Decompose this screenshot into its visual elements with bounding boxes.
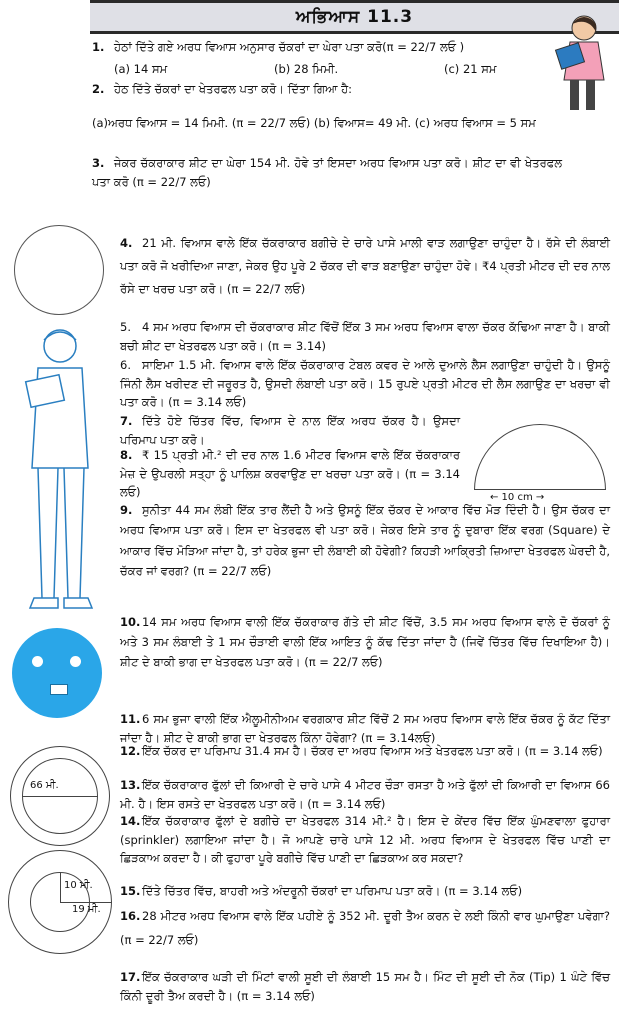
question-number: 11. [120, 712, 141, 726]
question-number: 16. [120, 909, 141, 923]
question-13 [120, 776, 610, 813]
question-text: 14 ਸਮ ਅਰਧ ਵਿਆਸ ਵਾਲੀ ਇੱਕ ਚੱਕਰਾਕਾਰ ਗੱਤੇ ਦੀ ਸ਼ੀਟ ਵਿੱਚੋਂ, 3.5 ਸਮ ਅਰਧ ਵਿਆਸ ਵਾਲੇ ਦੋ ਚੱਕਰਾਂ ਨੂੰ ਅਤੇ 3 ਸਮ ਲੰਬਾਈ ਤੇ 1 ਸਮ ਚੌੜਾਈ ਵਾਲੀ ਇੱਕ ਆਇਤ ਨੂੰ ਕੱਢ ਦਿੱਤਾ ਜਾਂਦਾ ਹੈ (ਜਿਵੇਂ ਚਿੱਤਰ ਵਿੱਚ ਦਿਖਾਇਆ ਹੈ)। ਸ਼ੀਟ ਦੇ ਬਾਕੀ ਭਾਗ ਦਾ ਖੇਤਰਫਲ ਪਤਾ ਕਰੋ। (π = 22/7 ਲਓ) [120, 615, 610, 670]
right-eye-hole [70, 656, 81, 667]
question-text: ਇੱਕ ਚੱਕਰਾਕਾਰ ਫੁੱਲਾਂ ਦੀ ਕਿਆਰੀ ਦੇ ਚਾਰੇ ਪਾਸੇ 4 ਮੀਟਰ ਚੌੜਾ ਰਸਤਾ ਹੈ ਅਤੇ ਫੁੱਲਾਂ ਦੀ ਕਿਆਰੀ ਦਾ ਵਿਆਸ 66 ਮੀ. ਹੈ। ਇਸ ਰਸਤੇ ਦਾ ਖੇਤਰਫਲ ਪਤਾ ਕਰੋ। (π = 3.14 ਲਓ) [120, 778, 610, 811]
question-text: ਦਿੱਤੇ ਹੋਏ ਚਿੱਤਰ ਵਿੱਚ, ਵਿਆਸ ਦੇ ਨਾਲ ਇੱਕ ਅਰਧ ਚੱਕਰ ਹੈ। ਉਸਦਾ ਪਰਿਮਾਪ ਪਤਾ ਕਰੋ। [120, 414, 460, 447]
outer-radius-label: 19 ਮੀ. [72, 904, 101, 915]
question-number: 1. [92, 40, 105, 54]
question-2-parts [92, 114, 612, 133]
question-number: 4. [120, 236, 133, 250]
question-parts: (a)ਅਰਧ ਵਿਆਸ = 14 ਮਿਮੀ. (π = 22/7 ਲਓ) (b) ਵਿਆਸ= 49 ਮੀ. (c) ਅਰਧ ਵਿਆਸ = 5 ਸਮ [92, 116, 536, 130]
inner-radius-label: 10 ਮੀ. [64, 880, 93, 891]
boy-reading-illustration [8, 318, 113, 618]
question-3 [92, 154, 562, 191]
mouth-rectangle [50, 684, 68, 695]
question-number: 9. [120, 503, 133, 517]
cardboard-face-figure [12, 628, 102, 718]
question-text: ਇੱਕ ਚੱਕਰਾਕਾਰ ਘੜੀ ਦੀ ਮਿੰਟਾਂ ਵਾਲੀ ਸੂਈ ਦੀ ਲੰਬਾਈ 15 ਸਮ ਹੈ। ਮਿੰਟ ਦੀ ਸੂਈ ਦੀ ਨੋਕ (Tip) 1 ਘੰਟੇ ਵਿੱਚ ਕਿੰਨੀ ਦੂਰੀ ਤੈਅ ਕਰਦੀ ਹੈ। (π = 3.14 ਲਓ) [120, 970, 610, 1003]
question-7 [120, 412, 460, 449]
question-text: ਇੱਕ ਚੱਕਰ ਦਾ ਪਰਿਮਾਪ 31.4 ਸਮ ਹੈ। ਚੱਕਰ ਦਾ ਅਰਧ ਵਿਆਸ ਅਤੇ ਖੇਤਰਫਲ ਪਤਾ ਕਰੋ। (π = 3.14 ਲਓ) [142, 744, 603, 758]
question-text: ਸਾਇਮਾ 1.5 ਮੀ. ਵਿਆਸ ਵਾਲੇ ਇੱਕ ਚੱਕਰਾਕਾਰ ਟੇਬਲ ਕਵਰ ਦੇ ਆਲੇ ਦੁਆਲੇ ਲੈਸ ਲਗਾਉਣਾ ਚਾਹੁੰਦੀ ਹੈ। ਉਸਨੂੰ ਜਿੰਨੀ ਲੈਸ ਖਰੀਦਣ ਦੀ ਜਰੂਰਤ ਹੈ, ਉਸਦੀ ਲੰਬਾਈ ਪਤਾ ਕਰੋ। 15 ਰੁਪਏ ਪ੍ਰਤੀ ਮੀਟਰ ਦੀ ਲੈਸ ਲਗਾਉਣ ਦਾ ਖਰਚਾ ਵੀ ਪਤਾ ਕਰੋ। (π = 3.14 ਲਓ) [120, 358, 610, 410]
question-text: ਜੇਕਰ ਚੱਕਰਾਕਾਰ ਸ਼ੀਟ ਦਾ ਘੇਰਾ 154 ਮੀ. ਹੋਵੇ ਤਾਂ ਇਸਦਾ ਅਰਧ ਵਿਆਸ ਪਤਾ ਕਰੋ। ਸ਼ੀਟ ਦਾ ਵੀ ਖੇਤਰਫਲ ਪਤਾ ਕਰੋ (π = 22/7 ਲਓ) [92, 156, 562, 189]
question-14 [120, 812, 610, 868]
question-number: 12. [120, 744, 141, 758]
question-8 [120, 446, 460, 502]
inner-radius-line [60, 872, 61, 902]
question-text: ਇੱਕ ਚੱਕਰਾਕਾਰ ਫੁੱਲਾਂ ਦੇ ਬਗੀਚੇ ਦਾ ਖੇਤਰਫਲ 314 ਮੀ.² ਹੈ। ਇਸ ਦੇ ਕੇਂਦਰ ਵਿੱਚ ਇੱਕ ਘੁੰਮਣਵਾਲਾ ਫੁਹਾਰਾ (sprinkler) ਲਗਾਇਆ ਜਾਂਦਾ ਹੈ। ਜੋ ਆਪਣੇ ਚਾਰੇ ਪਾਸੇ 12 ਮੀ. ਅਰਧ ਵਿਆਸ ਦੇ ਖੇਤਰਫਲ ਵਿੱਚ ਪਾਣੀ ਦਾ ਛਿੜਕਾਅ ਕਰਦਾ ਹੈ। ਕੀ ਫੁਹਾਰਾ ਪੂਰੇ ਬਗੀਚੇ ਵਿੱਚ ਪਾਣੀ ਦਾ ਛਿੜਕਾਅ ਕਰ ਸਕਦਾ? [120, 814, 610, 866]
question-number: 2. [92, 82, 105, 96]
reading-girl-illustration [548, 10, 618, 115]
exercise-header [90, 0, 619, 34]
question-text: 6 ਸਮ ਭੁਜਾ ਵਾਲੀ ਇੱਕ ਐਲੂਮੀਨੀਅਮ ਵਰਗਕਾਰ ਸ਼ੀਟ ਵਿੱਚੋਂ 2 ਸਮ ਅਰਧ ਵਿਆਸ ਵਾਲੇ ਇੱਕ ਚੱਕਰ ਨੂੰ ਕੱਟ ਦਿੱਤਾ ਜਾਂਦਾ ਹੈ। ਸ਼ੀਟ ਦੇ ਬਾਕੀ ਭਾਗ ਦਾ ਖੇਤਰਫਲ ਕਿੰਨਾ ਹੋਵੇਗਾ? (π = 3.14ਲਓ) [120, 712, 610, 745]
question-number: 15. [120, 884, 141, 898]
garden-circle-figure [14, 225, 104, 315]
question-number: 7. [120, 414, 133, 428]
question-1 [92, 38, 532, 57]
semicircle-figure [474, 424, 606, 490]
question-10 [120, 612, 610, 672]
exercise-title: ਅਭਿਆਸ 11.3 [295, 7, 414, 27]
question-number: 10. [120, 615, 141, 629]
question-number: 6. [120, 358, 131, 372]
question-text: 21 ਮੀ. ਵਿਆਸ ਵਾਲੇ ਇੱਕ ਚੱਕਰਾਕਾਰ ਬਗੀਚੇ ਦੇ ਚਾਰੇ ਪਾਸੇ ਮਾਲੀ ਵਾੜ ਲਗਾਉਣਾ ਚਾਹੁੰਦਾ ਹੈ। ਰੱਸੇ ਦੀ ਲੰਬਾਈ ਪਤਾ ਕਰੋ ਜੋ ਖਰੀਦਿਆ ਜਾਣਾ, ਜੇਕਰ ਉਹ ਪੂਰੇ 2 ਚੱਕਰ ਦੀ ਵਾੜ ਬਣਾਉਣਾ ਚਾਹੁੰਦਾ ਹੋਵੇ। ₹4 ਪ੍ਰਤੀ ਮੀਟਰ ਦੀ ਦਰ ਨਾਲ ਰੱਸੇ ਦਾ ਖਰਚ ਪਤਾ ਕਰੋ। (π = 22/7 ਲਓ) [120, 236, 610, 296]
question-6 [120, 356, 610, 412]
option-c: (c) 21 ਸਮ [444, 62, 497, 76]
question-17 [120, 968, 610, 1005]
flowerbed-diameter-label: 66 ਮੀ. [30, 780, 59, 791]
question-text: ₹ 15 ਪ੍ਰਤੀ ਮੀ.² ਦੀ ਦਰ ਨਾਲ 1.6 ਮੀਟਰ ਵਿਆਸ ਵਾਲੇ ਇੱਕ ਚੱਕਰਾਕਾਰ ਮੇਜ਼ ਦੇ ਉਪਰਲੀ ਸਤ੍ਹਾ ਨੂੰ ਪਾਲਿਸ਼ ਕਰਵਾਉਣ ਦਾ ਖਰਚਾ ਪਤਾ ਕਰੋ। (π = 3.14 ਲਓ) [120, 448, 460, 500]
option-a: (a) 14 ਸਮ [114, 62, 168, 76]
semicircle-diameter [474, 489, 606, 490]
question-text: ਹੇਠ ਦਿੱਤੇ ਚੱਕਰਾਂ ਦਾ ਖੇਤਰਫਲ ਪਤਾ ਕਰੋ। ਦਿੱਤਾ ਗਿਆ ਹੈ: [114, 82, 353, 96]
question-text: 4 ਸਮ ਅਰਧ ਵਿਆਸ ਦੀ ਚੱਕਰਾਕਾਰ ਸ਼ੀਟ ਵਿੱਚੋਂ ਇੱਕ 3 ਸਮ ਅਰਧ ਵਿਆਸ ਵਾਲਾ ਚੱਕਰ ਕੱਢਿਆ ਜਾਣਾ ਹੈ। ਬਾਕੀ ਬਚੀ ਸ਼ੀਟ ਦਾ ਖੇਤਰਫਲ ਪਤਾ ਕਰੋ। (π = 3.14) [120, 320, 610, 353]
question-number: 13. [120, 778, 141, 792]
question-number: 14. [120, 814, 141, 828]
question-15 [120, 882, 610, 901]
question-12 [120, 742, 610, 761]
question-text: ਸੁਨੀਤਾ 44 ਸਮ ਲੰਬੀ ਇੱਕ ਤਾਰ ਲੈਂਦੀ ਹੈ ਅਤੇ ਉਸਨੂੰ ਇੱਕ ਚੱਕਰ ਦੇ ਆਕਾਰ ਵਿੱਚ ਮੋੜ ਦਿੰਦੀ ਹੈ। ਉਸ ਚੱਕਰ ਦਾ ਅਰਧ ਵਿਆਸ ਪਤਾ ਕਰੋ। ਇਸ ਦਾ ਖੇਤਰਫਲ ਵੀ ਪਤਾ ਕਰੋ। ਜੇਕਰ ਇਸੇ ਤਾਰ ਨੂੰ ਦੁਬਾਰਾ ਇੱਕ ਵਰਗ (Square) ਦੇ ਆਕਾਰ ਵਿੱਚ ਮੋੜਿਆ ਜਾਂਦਾ ਹੈ, ਤਾਂ ਹਰੇਕ ਭੁਜਾ ਦੀ ਲੰਬਾਈ ਕੀ ਹੋਵੇਗੀ? ਕਿਹੜੀ ਆਕ੍ਰਿਤੀ ਜ਼ਿਆਦਾ ਖੇਤਰਫਲ ਘੇਰਦੀ ਹੈ, ਚੱਕਰ ਜਾਂ ਵਰਗ? (π = 22/7 ਲਓ) [120, 503, 610, 579]
question-4 [120, 232, 610, 301]
question-number: 8. [120, 448, 133, 462]
question-number: 3. [92, 156, 105, 170]
question-16 [120, 904, 610, 952]
question-text: ਦਿੱਤੇ ਚਿੱਤਰ ਵਿੱਚ, ਬਾਹਰੀ ਅਤੇ ਅੰਦਰੂਨੀ ਚੱਕਰਾਂ ਦਾ ਪਰਿਮਾਪ ਪਤਾ ਕਰੋ। (π = 3.14 ਲਓ) [142, 884, 523, 898]
option-b: (b) 28 ਮਿਮੀ. [274, 62, 339, 76]
question-9 [120, 500, 610, 582]
question-text: ਹੇਠਾਂ ਦਿੱਤੇ ਗਏ ਅਰਧ ਵਿਆਸ ਅਨੁਸਾਰ ਚੱਕਰਾਂ ਦਾ ਘੇਰਾ ਪਤਾ ਕਰੋ(π = 22/7 ਲਓ ) [114, 40, 465, 54]
question-5 [120, 318, 610, 355]
question-2 [92, 80, 542, 99]
question-1-options [114, 62, 534, 80]
left-eye-hole [32, 656, 43, 667]
outer-radius-line [60, 902, 112, 903]
diameter-label: ← 10 cm → [490, 492, 545, 503]
question-text: 28 ਮੀਟਰ ਅਰਧ ਵਿਆਸ ਵਾਲੇ ਇੱਕ ਪਹੀਏ ਨੂੰ 352 ਮੀ. ਦੂਰੀ ਤੈਅ ਕਰਨ ਦੇ ਲਈ ਕਿੰਨੀ ਵਾਰ ਘੁਮਾਉਣਾ ਪਵੇਗਾ? (π = 22/7 ਲਓ) [120, 909, 610, 948]
question-number: 17. [120, 970, 141, 984]
question-number: 5. [120, 320, 131, 334]
flowerbed-diameter-line [22, 796, 98, 797]
